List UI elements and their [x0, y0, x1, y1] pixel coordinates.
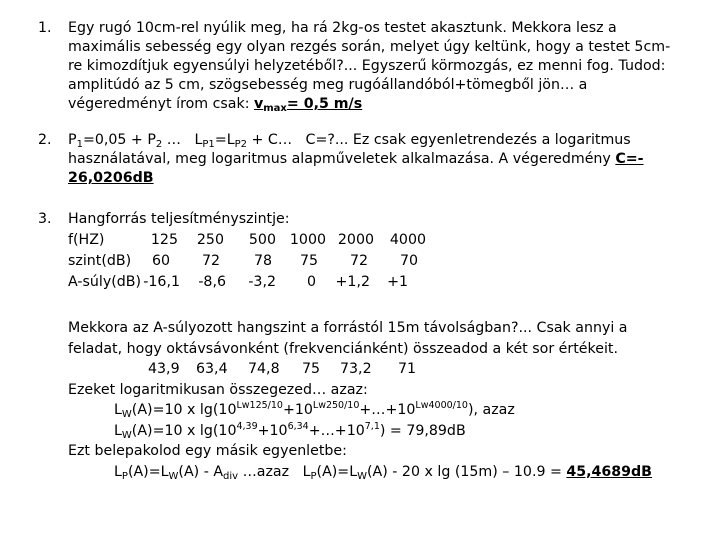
problem-2-answer-part-2: 26,0206dB [68, 170, 154, 186]
sum-value: 71 [398, 361, 417, 377]
sum-value: 75 [302, 361, 321, 377]
sum-value: 63,4 [196, 361, 228, 377]
sum-value: 43,9 [148, 361, 180, 377]
problem-2 [38, 131, 702, 188]
sum-value: 74,8 [248, 361, 280, 377]
row-label: f(HZ) [68, 232, 105, 248]
problem-3-number: 3. [38, 211, 52, 227]
table-cell: 75 [299, 253, 318, 269]
problem-2-line-1: $P_1=0,05 + P_2$ … $L_{P1}=L_{P2}$ + C… C=?... Ez csak egyenletrendezés a logaritmus [68, 132, 631, 150]
table-cell: 72 [349, 253, 368, 269]
problem-2-line-2: használatával, meg logaritmus alapműveletek alkalmazása. A végeredmény C=- [68, 151, 644, 167]
problem-1-line-4: amplitúdó az 5 cm, szögsebesség meg rugóállandóból+tömegből jön… a [68, 77, 588, 93]
equation-3: $L_P(A)=L_W(A) - A_{div}$ …azaz $L_P(A)=L_W(A) - 20$ x lg (15m) – 10.9 = 45,4689dB [114, 463, 652, 482]
table-cell: 500 [248, 232, 276, 248]
problem-3-answer: 45,4689dB [566, 463, 652, 480]
question-line-2: feladat, hogy oktávsávonként (frekvenciánként) összeadod a két sor értékeit. [68, 340, 618, 357]
table-cell: 4000 [389, 232, 426, 248]
table-cell: 78 [253, 253, 272, 269]
table-cell: -16,1 [143, 274, 180, 290]
problem-2-answer-part-1: C=- [615, 151, 644, 167]
problem-3 [38, 210, 702, 229]
problem-3-heading: Hangforrás teljesítményszintje: [68, 211, 290, 227]
table-cell: 125 [150, 232, 178, 248]
problem-1-answer: $v_{max}= 0,5$ m/s [254, 96, 363, 114]
log-sum-text: Ezeket logaritmikusan összegezed… azaz: [68, 381, 368, 398]
table-cell: -3,2 [248, 274, 276, 290]
table-cell: 0 [306, 274, 316, 290]
sums-row [68, 359, 702, 380]
problem-1 [38, 19, 702, 114]
table-cell: 250 [196, 232, 224, 248]
problem-1-number: 1. [38, 20, 52, 36]
substitute-text: Ezt belepakolod egy másik egyenletbe: [68, 443, 347, 459]
problem-1-line-5: végeredményt írom csak: $v_{max}= 0,5$ m/s [68, 96, 363, 114]
equation-1: $L_W(A)=10$ x $\lg(10^{Lw125/10}+10^{Lw250/10}+\dots+10^{Lw4000/10})$, azaz [114, 400, 515, 420]
problem-2-number: 2. [38, 132, 52, 148]
table-cell: -8,6 [198, 274, 226, 290]
table-cell: +1,2 [335, 274, 370, 290]
row-label: A-súly(dB) [68, 274, 142, 290]
problem-1-line-3: re kimozdítjuk egyensúlyi helyzetéből?... Egyszerű körmozgás, ez menni fog. Tudod: [68, 58, 666, 74]
table-cell: +1 [387, 274, 408, 290]
question-line-1: Mekkora az A-súlyozott hangszint a forrástól 15m távolságban?... Csak annyi a [68, 320, 628, 336]
problem-1-line-2: maximális sebesség egy olyan rezgés során, melyet úgy keltünk, hogy a testet 5cm- [68, 39, 671, 55]
row-label: szint(dB) [68, 253, 132, 269]
table-cell: 2000 [337, 232, 374, 248]
problem-2-line-3 [68, 169, 702, 188]
sum-value: 73,2 [340, 361, 372, 377]
table-cell: 72 [201, 253, 220, 269]
equation-2: $L_W(A)=10$ x $\lg(10^{4,39}+10^{6,34}+\dots+10^{7,1}) = 79,89dB$ [114, 420, 466, 441]
table-cell: 1000 [289, 232, 326, 248]
table-cell: 70 [399, 253, 418, 269]
table-cell: 60 [151, 253, 170, 269]
problem-1-line-1: Egy rugó 10cm-rel nyúlik meg, ha rá 2kg-os testet akasztunk. Mekkora lesz a [68, 20, 617, 36]
problem-3-solution [38, 318, 702, 482]
